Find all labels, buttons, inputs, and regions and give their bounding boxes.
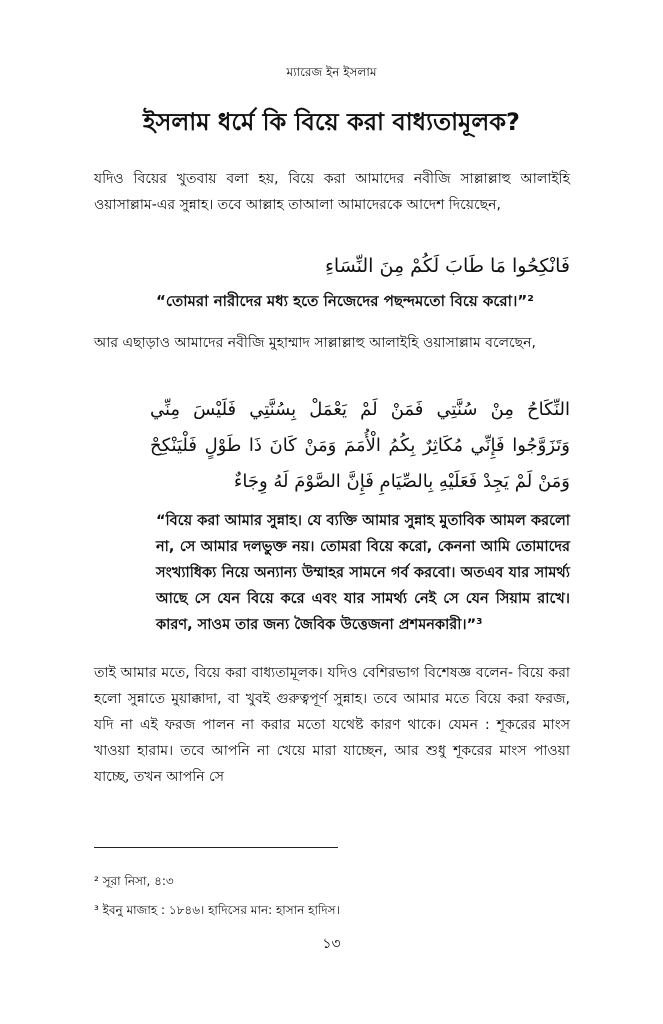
footnote-2: ² সূরা নিসা, ৪:৩: [94, 874, 174, 888]
chapter-title: ইসলাম ধর্মে কি বিয়ে করা বাধ্যতামূলক?: [143, 108, 520, 136]
arabic-verse: فَانْكِحُوا مَا طَابَ لَكُمْ مِنَ النِّسَاءِ: [324, 255, 570, 277]
footnote-3: ³ ইবনু মাজাহ : ১৮৪৬। হাদিসের মান: হাসান হাদিস।: [94, 903, 340, 917]
running-head: ম্যারেজ ইন ইসলাম: [286, 65, 377, 79]
paragraph-intro: যদিও বিয়ের খুতবায় বলা হয়, বিয়ে করা আমাদের নবীজি সাল্লাল্লাহু আলাইহি ওয়াসাল্লাম-এর সুন্নাহ। তবে আল্লাহ তাআলা আমাদেরকে আদেশ দিয়েছেন,: [94, 171, 570, 213]
paragraph-hadith-intro: আর এছাড়াও আমাদের নবীজি মুহাম্মাদ সাল্লাল্লাহু আলাইহি ওয়াসাল্লাম বলেছেন,: [94, 335, 536, 351]
arabic-hadith: النِّكَاحُ مِنْ سُنَّتِي فَمَنْ لَمْ يَعْمَلْ بِسُنَّتِي فَلَيْسَ مِنِّي وَتَزَوَّجُوا فَإِنِّي مُكَاثِرٌ بِكُمُ الْأُمَمَ وَمَنْ كَانَ ذَا طَوْلٍ فَلْيَنْكِحْ وَمَنْ لَمْ يَجِدْ فَعَلَيْهِ بِالصِّيَامِ فَإِنَّ الصَّوْمَ لَهُ وِجَاءٌ: [150, 399, 570, 492]
verse-translation: “তোমরা নারীদের মধ্য হতে নিজেদের পছন্দমতো বিয়ে করো।”²: [156, 292, 534, 310]
page-number: ১৩: [322, 936, 341, 952]
hadith-translation: “বিয়ে করা আমার সুন্নাহ। যে ব্যক্তি আমার সুন্নাহ মুতাবিক আমল করলো না, সে আমার দলভুক্ত নয়। তোমরা বিয়ে করো, কেননা আমি তোমাদের সংখ্যাধিক্য নিয়ে অন্যান্য উম্মাহর সামনে গর্ব করবো। অতএব যার সামর্থ্য আছে সে যেন বিয়ে করে এবং যার সামর্থ্য নেই সে যেন সিয়াম রাখে। কারণ, সাওম তার জন্য জৈবিক উত্তেজনা প্রশমনকারী।”³: [156, 513, 570, 633]
footnote-divider: [94, 847, 338, 848]
paragraph-conclusion: তাই আমার মতে, বিয়ে করা বাধ্যতামূলক। যদিও বেশিরভাগ বিশেষজ্ঞ বলেন- বিয়ে করা হলো সুন্নাতে মুয়াক্কাদা, বা খুবই গুরুত্বপূর্ণ সুন্নাহ। তবে আমার মতে বিয়ে করা ফরজ, যদি না এই ফরজ পালন না করার মতো যথেষ্ট কারণ থাকে। যেমন : শূকরের মাংস খাওয়া হারাম। তবে আপনি না খেয়ে মারা যাচ্ছেন, আর শুধু শূকরের মাংস পাওয়া যাচ্ছে, তখন আপনি সে: [94, 665, 570, 785]
